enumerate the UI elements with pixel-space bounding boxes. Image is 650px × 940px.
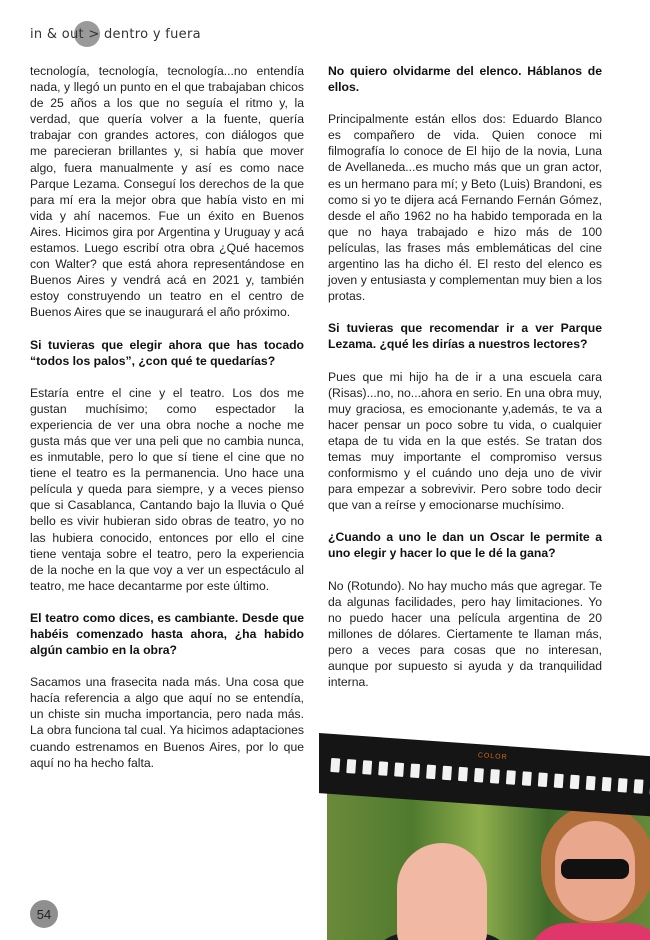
interview-question: ¿Cuando a uno le dan un Oscar le permite a uno elegir y hacer lo que le dé la gana? [328, 530, 602, 561]
film-sprocket-hole [426, 765, 436, 780]
film-sprocket-hole [330, 758, 340, 773]
left-column [30, 63, 304, 787]
interview-question: No quiero olvidarme del elenco. Háblanos de ellos. [328, 64, 602, 95]
film-sprocket-hole [554, 774, 564, 789]
film-sprocket-hole [458, 767, 468, 782]
film-sprocket-hole [586, 776, 596, 791]
page-number: 54 [30, 900, 58, 928]
interview-answer: Estaría entre el cine y el teatro. Los dos me gustan muchísimo; como espectador la experiencia de ver una obra noche a noche me gusta más que ver una peli que no cambia nunca, es inmutable, pero lo que sí tiene el cine que no tiene el teatro es la permanencia. Uno hace una película y queda para siempre, y a veces pienso que si Casablanca, Cantando bajo la lluvia o Qué bello es vivir hubieran sido obras de teatro, yo no las hubiera conocido, entonces por ello el cine tiene ventaja sobre el teatro, pero la experiencia de la noche en la que voy a ver un espectáculo al teatro, me hace decantarme por este último. [30, 385, 304, 593]
interview-question: Si tuvieras que elegir ahora que has tocado “todos los palos”, ¿con qué te quedarías? [30, 337, 304, 368]
interview-answer: tecnología, tecnología, tecnología...no entendía nada, y llegó un punto en el que trabajaban chicos de 25 años a los que no seguía el ritmo y, la verdad, que quería volver a la fuente, quería trabajar con grandes actores, con diálogos que me parecieran brillantes y, si había que mover algo, fuera manualmente y así es como nace Parque Lezama. Conseguí los derechos de la que para mí era la mejor obra que había visto en mi vida y ahí nacemos. Fue un éxito en Buenos Aires. Hicimos gira por Argentina y Uruguay y acá estamos. Luego escribí otra obra ¿Qué hacemos con Walter? que está ahora representándose en Buenos Aires y vendrá acá en 2021 y, también estoy construyendo un teatro en el centro de Buenos Aires que se inaugurará el año próximo. [30, 64, 304, 320]
sunglasses [561, 859, 629, 879]
film-sprocket-hole [362, 760, 372, 775]
film-sprocket-hole [602, 777, 612, 792]
interview-question: El teatro como dices, es cambiante. Desde que habéis comenzado hasta ahora, ¿ha habido algún cambio en la obra? [30, 610, 304, 658]
interview-answer: Sacamos una frasecita nada más. Una cosa que hacía referencia a algo que aquí no se entendía, un chiste sin mucha importancia, pero nada más. La obra funciona tal cual. Ya hicimos adaptaciones cuando estrenamos en Buenos Aires, por lo que aquí no ha hecho falta. [30, 675, 304, 770]
interview-question: Si tuvieras que recomendar ir a ver Parque Lezama. ¿qué les dirías a nuestros lectores? [328, 321, 602, 352]
section-header-text: in & out > dentro y fuera [30, 26, 201, 42]
photo-filmstrip [319, 733, 650, 940]
film-sprocket-hole [522, 771, 532, 786]
section-header [30, 22, 201, 46]
film-sprocket-hole [378, 761, 388, 776]
film-sprocket-hole [538, 772, 548, 787]
film-sprocket-hole [394, 762, 404, 777]
film-sprocket-hole [410, 763, 420, 778]
film-sprocket-hole [506, 770, 516, 785]
film-sprocket-hole [346, 759, 356, 774]
interview-answer: Principalmente están ellos dos: Eduardo Blanco es compañero de vida. Quien conoce mi filmografía lo conoce de El hijo de la novia, Luna de Avellaneda...es mucho más que un gran actor, es un hermano para mí; y Beto (Luis) Brandoni, es como si yo te dijera acá Fernando Fernán Gómez, desde el año 1962 no ha habido temporada en la que no haya trabajado e hizo más de 100 películas, las frases más emblemáticas del cine argentino las ha dicho él. El resto del elenco es joven y entusiasta y complementan muy bien a los protas. [328, 112, 602, 304]
film-sprocket-hole [474, 768, 484, 783]
film-label: COLOR [477, 752, 508, 762]
film-sprocket-hole [442, 766, 452, 781]
film-sprocket-hole [490, 769, 500, 784]
woman-dress [527, 923, 650, 940]
interview-answer: No (Rotundo). No hay mucho más que agregar. Te da algunas facilidades, pero hay limitaciones. Yo no puedo hacer una película argentina de 20 millones de dólares. Ciertamente te llaman más, pero a veces para cosas que no interesan, aunque por supuesto si ayuda y da tranquilidad interna. [328, 578, 602, 690]
interview-answer: Pues que mi hijo ha de ir a una escuela cara (Risas)...no, no...ahora en serio. En una obra muy, muy graciosa, es emocionante y,además, te va a hacer pensar un poco sobre tu vida, o cualquier etapa de tu vida en la que estés. Se tratan dos temas muy importante el compromiso versus conformismo y el cuándo uno deja uno de vivir para empezar a sobrevivir. Pero sobre todo decir que van a reírse y emocionarse muchísimo. [328, 369, 602, 513]
film-sprocket-hole [570, 775, 580, 790]
man-face [397, 843, 487, 940]
right-column [328, 63, 602, 706]
film-sprocket-hole [618, 778, 628, 793]
film-sprocket-hole [634, 779, 644, 794]
